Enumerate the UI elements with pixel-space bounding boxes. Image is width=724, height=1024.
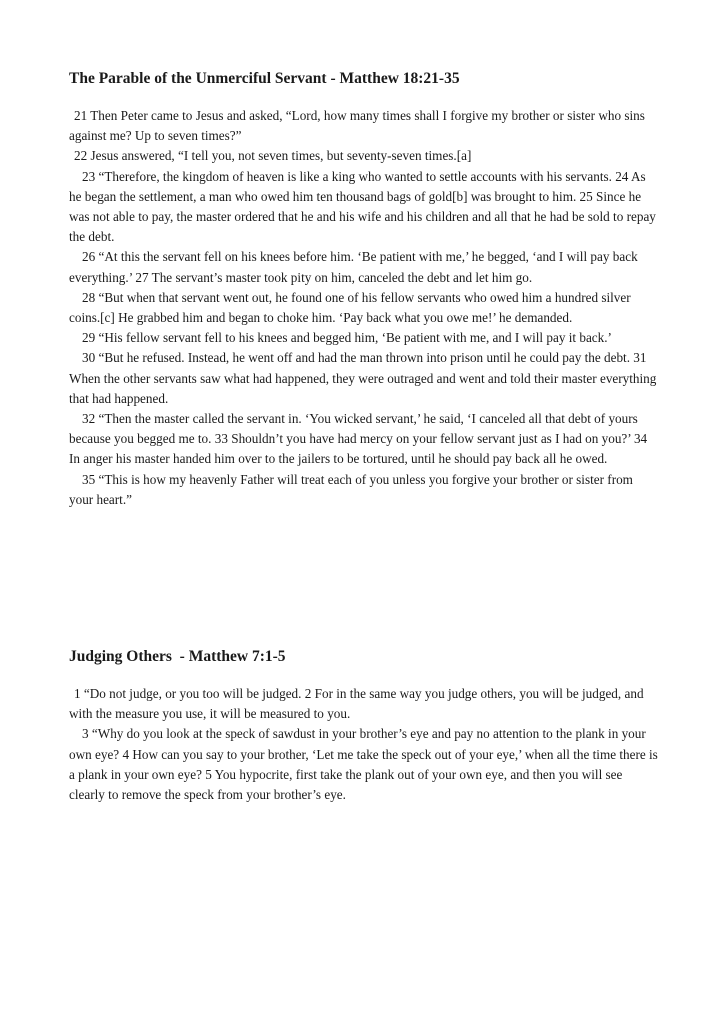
verse-paragraph: 35 “This is how my heavenly Father will treat each of you unless you forgive your brother or sister from your heart.” [69, 471, 633, 507]
verse-paragraph: 21 Then Peter came to Jesus and asked, “Lord, how many times shall I forgive my brother or sister who sins against me? Up to seven times?” [69, 108, 645, 144]
verse-paragraph: 22 Jesus answered, “I tell you, not seven times, but seventy-seven times.[a] [74, 148, 472, 164]
verse-paragraph: 26 “At this the servant fell on his knees before him. ‘Be patient with me,’ he begged, ‘and I will pay back everything.’ 27 The servant’s master took pity on him, canceled the debt and let him go. [69, 249, 638, 285]
verse-paragraph: 30 “But he refused. Instead, he went off and had the man thrown into prison until he could pay the debt. 31 When the other servants saw what had happened, they were outraged and went and told their master everything that had happened. [69, 350, 657, 406]
section-unmerciful-servant [69, 68, 659, 510]
verse-paragraph: 32 “Then the master called the servant in. ‘You wicked servant,’ he said, ‘I canceled all that debt of yours because you begged me to. 33 Shouldn’t you have had mercy on your fellow servant just as I had on you?’ 34 In anger his master handed him over to the jailers to be tortured, until he should pay back all he owed. [69, 411, 648, 467]
scripture-passage [69, 106, 659, 510]
verse-paragraph: 3 “Why do you look at the speck of sawdust in your brother’s eye and pay no attention to the plank in your own eye? 4 How can you say to your brother, ‘Let me take the speck out of your eye,’ when all the time there is a plank in your own eye? 5 You hypocrite, first take the plank out of your own eye, and then you will see clearly to remove the speck from your brother’s eye. [69, 726, 658, 803]
verse-paragraph: 23 “Therefore, the kingdom of heaven is like a king who wanted to settle accounts with his servants. 24 As he began the settlement, a man who owed him ten thousand bags of gold[b] was brought to him. 25 Since he was not able to pay, the master ordered that he and his wife and his children and all that he had be sold to repay the debt. [69, 168, 656, 245]
section-judging-others [69, 646, 659, 805]
verse-paragraph: 1 “Do not judge, or you too will be judged. 2 For in the same way you judge others, you will be judged, and with the measure you use, it will be measured to you. [69, 686, 644, 722]
section-heading: Judging Others - Matthew 7:1-5 [69, 648, 286, 665]
verse-paragraph: 28 “But when that servant went out, he found one of his fellow servants who owed him a hundred silver coins.[c] He grabbed him and began to choke him. ‘Pay back what you owe me!’ he demanded. [69, 289, 631, 326]
section-heading: The Parable of the Unmerciful Servant - Matthew 18:21-35 [69, 70, 460, 87]
verse-paragraph: 29 “His fellow servant fell to his knees and begged him, ‘Be patient with me, and I will pay it back.’ [82, 330, 612, 346]
scripture-passage [69, 684, 659, 805]
